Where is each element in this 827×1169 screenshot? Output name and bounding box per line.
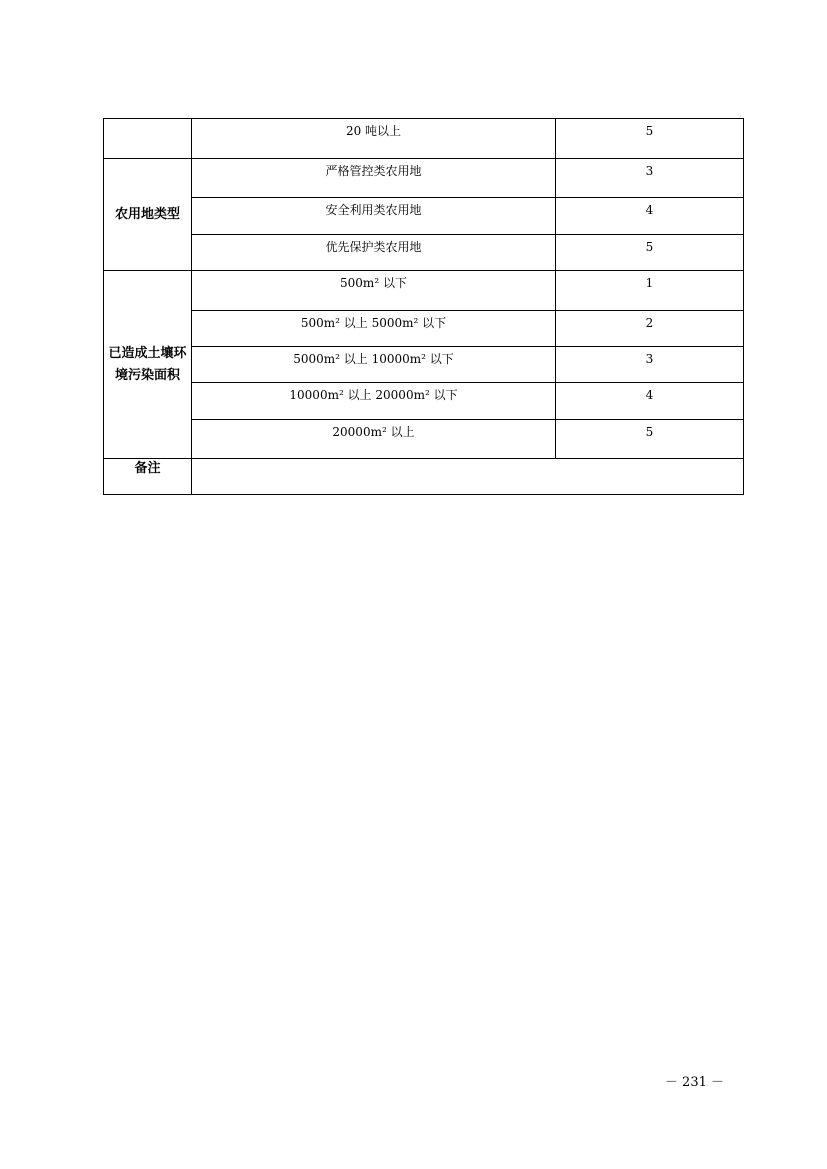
table-row	[104, 235, 744, 271]
category-cell	[104, 119, 192, 159]
item-cell: 500m² 以下	[192, 271, 556, 311]
table-row	[104, 271, 744, 311]
remark-value	[192, 459, 744, 495]
score-cell: 3	[556, 347, 744, 383]
score-cell: 4	[556, 383, 744, 420]
item-cell: 5000m² 以上 10000m² 以下	[192, 347, 556, 383]
table-row	[104, 311, 744, 347]
item-cell: 优先保护类农用地	[192, 235, 556, 271]
table-row	[104, 383, 744, 420]
item-cell: 20 吨以上	[192, 119, 556, 159]
scoring-table	[103, 118, 744, 495]
table-row	[104, 198, 744, 235]
table-row	[104, 347, 744, 383]
score-cell: 3	[556, 159, 744, 198]
score-cell: 4	[556, 198, 744, 235]
table-row	[104, 420, 744, 459]
item-cell: 500m² 以上 5000m² 以下	[192, 311, 556, 347]
table-row	[104, 159, 744, 198]
category-cell-pollution-area: 已造成土壤环境污染面积	[104, 271, 192, 459]
item-cell: 10000m² 以上 20000m² 以下	[192, 383, 556, 420]
item-cell: 20000m² 以上	[192, 420, 556, 459]
remark-row	[104, 459, 744, 495]
score-cell: 2	[556, 311, 744, 347]
table-row	[104, 119, 744, 159]
score-cell: 1	[556, 271, 744, 311]
score-cell: 5	[556, 235, 744, 271]
remark-label: 备注	[104, 459, 192, 495]
item-cell: 严格管控类农用地	[192, 159, 556, 198]
score-cell: 5	[556, 420, 744, 459]
page-number: － 231 －	[664, 1075, 724, 1090]
score-cell: 5	[556, 119, 744, 159]
category-cell-land-type: 农用地类型	[104, 159, 192, 271]
item-cell: 安全利用类农用地	[192, 198, 556, 235]
